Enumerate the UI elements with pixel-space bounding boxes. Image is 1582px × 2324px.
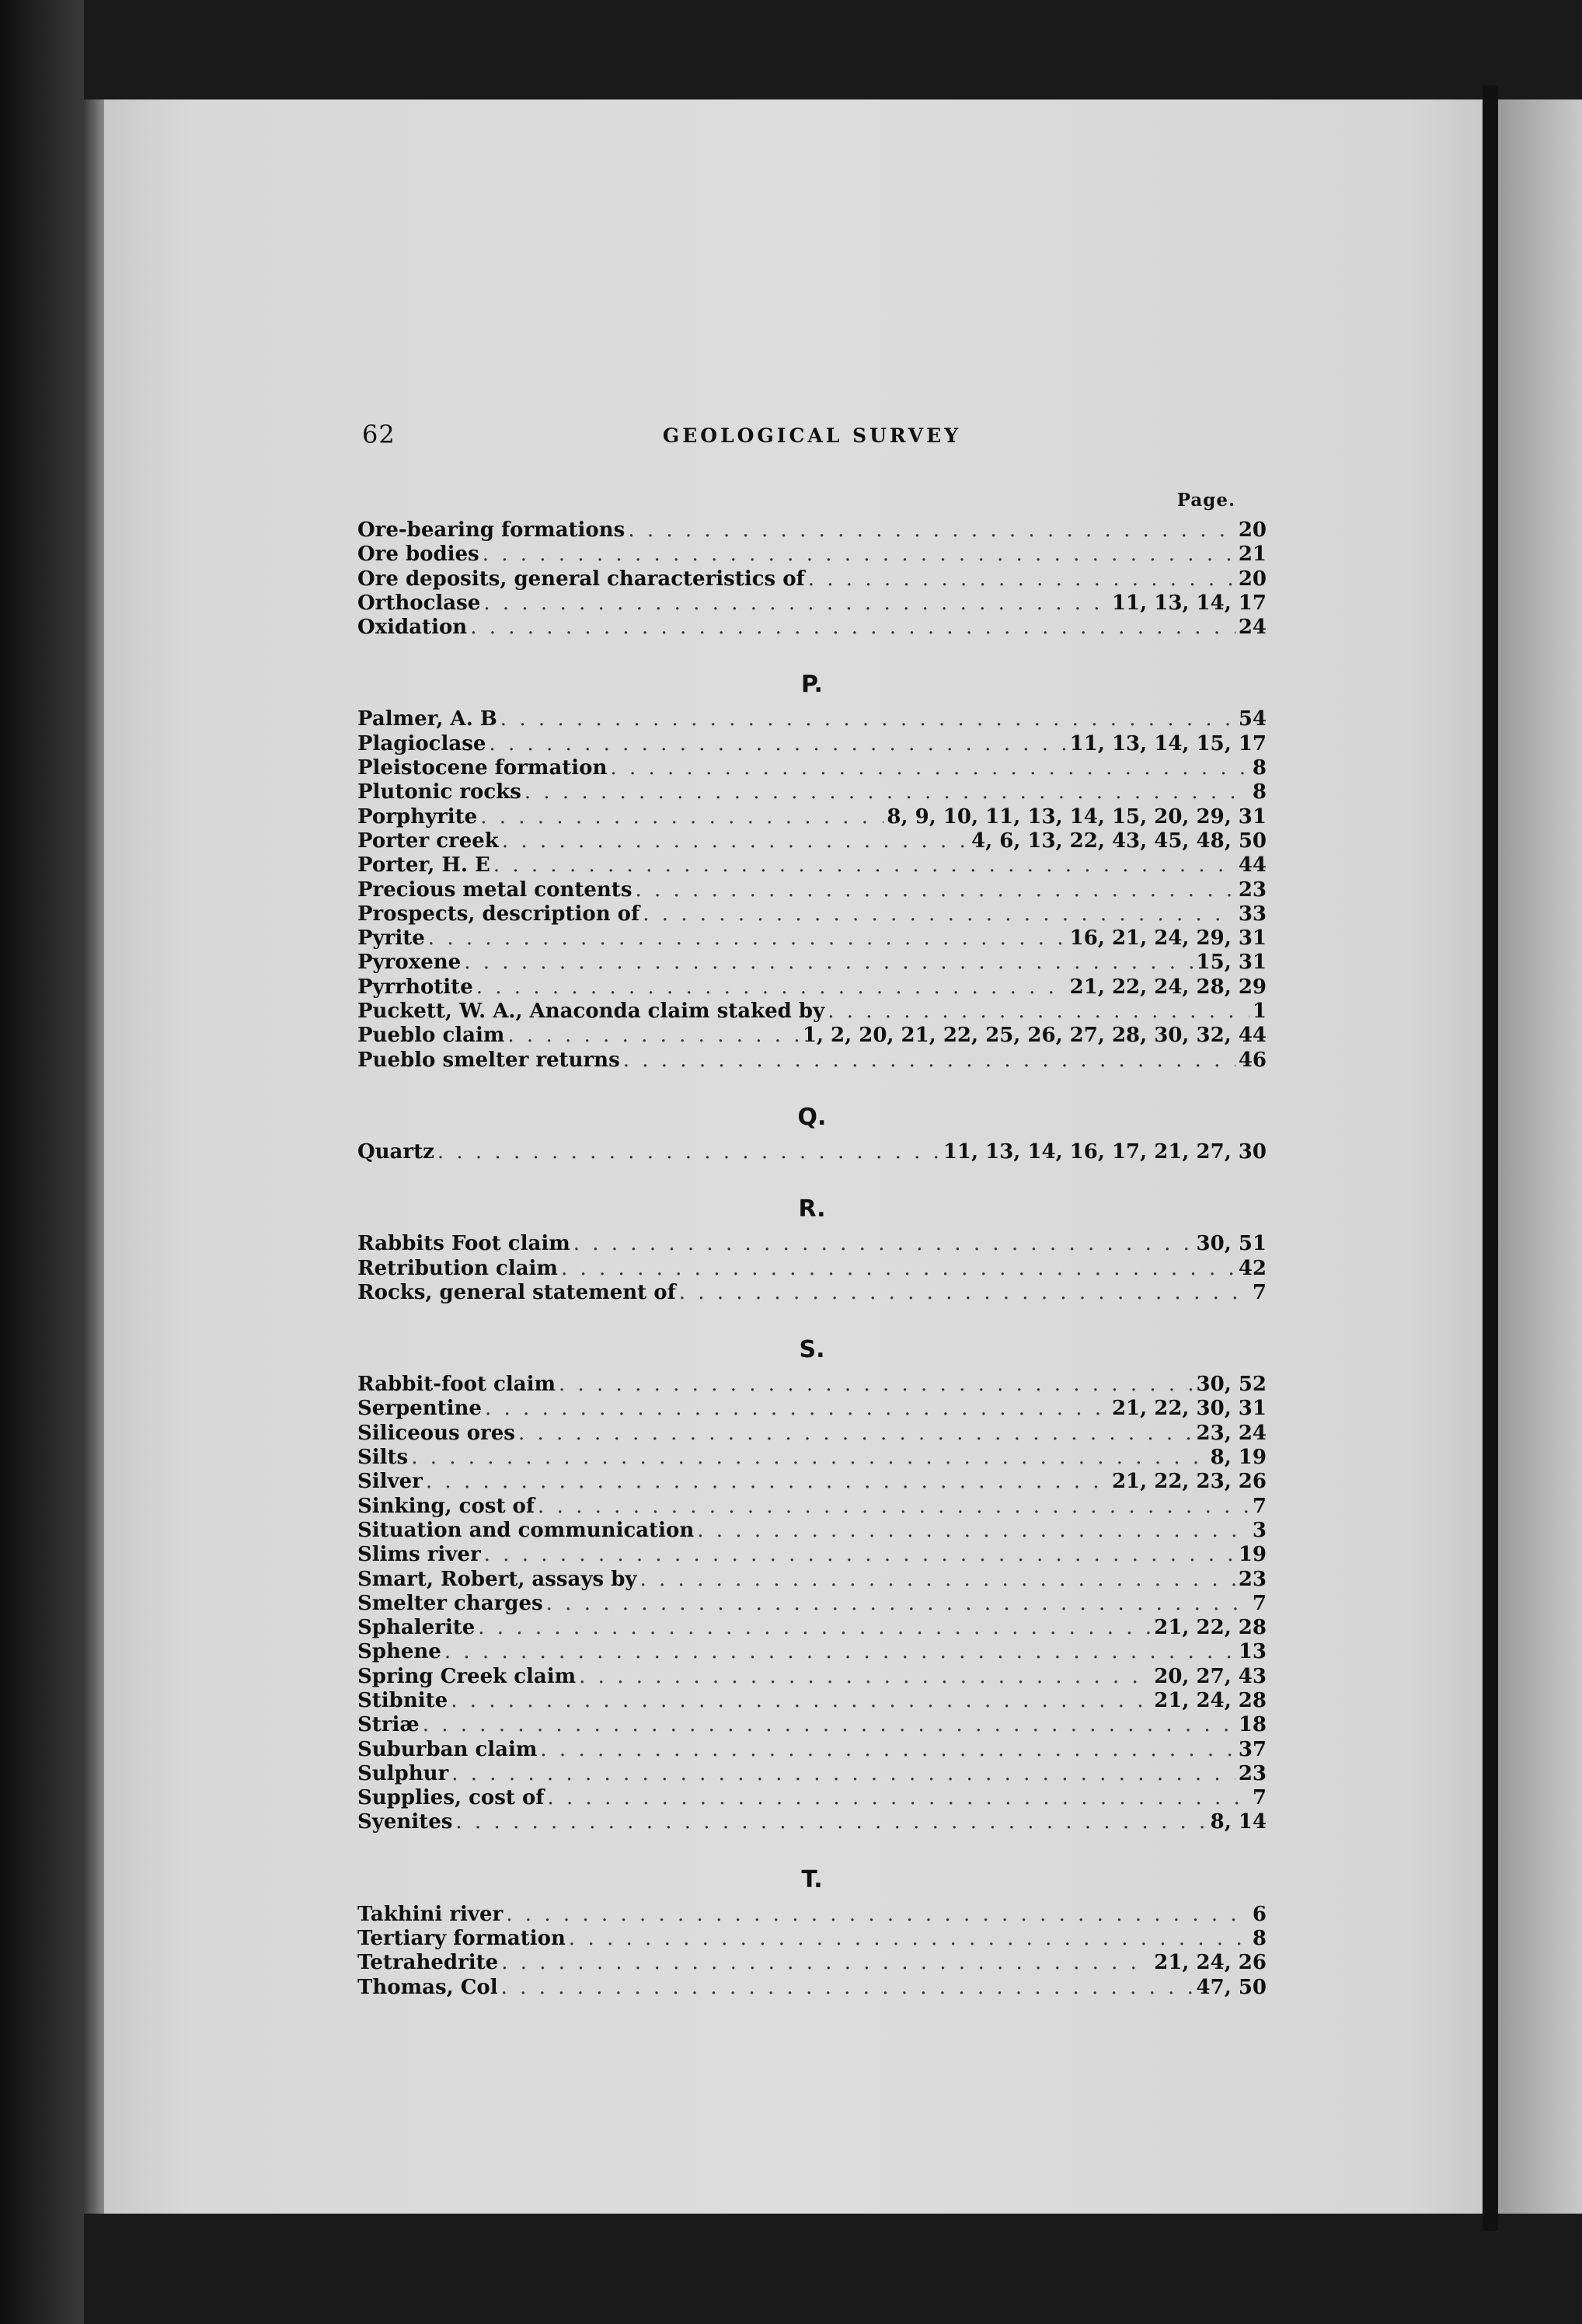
index-pages: 11, 13, 14, 17 [1111, 591, 1267, 615]
index-pages: 21, 22, 24, 28, 29 [1069, 975, 1267, 999]
index-pages: 8 [1252, 780, 1267, 804]
dot-leader [579, 1665, 1151, 1689]
index-pages: 21, 24, 26 [1154, 1951, 1267, 1975]
dot-leader [480, 805, 883, 829]
dot-leader [538, 1495, 1249, 1519]
index-pages: 23 [1238, 1567, 1267, 1591]
index-entry [357, 1049, 1267, 1073]
dot-leader [610, 756, 1249, 780]
dot-leader [628, 518, 1235, 543]
index-pages: 1, 2, 20, 21, 22, 25, 26, 27, 28, 30, 32, 44 [802, 1024, 1267, 1048]
index-term: Tetrahedrite [357, 1951, 499, 1975]
index-term: Palmer, A. B [357, 707, 497, 731]
index-entry [357, 1927, 1267, 1951]
index-term: Takhini river [357, 1902, 504, 1926]
index-entry [357, 707, 1267, 731]
index-pages: 47, 50 [1196, 1975, 1267, 1999]
index-term: Orthoclase [357, 591, 481, 615]
index-entry [357, 1543, 1267, 1567]
index-term: Sphalerite [357, 1616, 476, 1640]
index-pages: 1 [1252, 1000, 1267, 1024]
index-entry [357, 1762, 1267, 1786]
index-entry [357, 591, 1267, 616]
index-pages: 21, 22, 28 [1154, 1616, 1267, 1640]
dot-leader [470, 616, 1235, 640]
index-entry [357, 1616, 1267, 1640]
index-term: Stibnite [357, 1688, 448, 1712]
page-column-label: Page. [1176, 490, 1235, 511]
index-entry [357, 1568, 1267, 1592]
index-entry [357, 1689, 1267, 1713]
index-pages: 16, 21, 24, 29, 31 [1069, 926, 1267, 951]
index-entry [357, 756, 1267, 780]
running-head [357, 420, 1267, 459]
dot-leader [828, 1000, 1249, 1024]
index-pages: 20, 27, 43 [1154, 1664, 1267, 1688]
index-section [357, 1104, 1267, 1175]
index-pages: 23, 24 [1196, 1421, 1267, 1445]
index-entry [357, 567, 1267, 591]
dot-leader [485, 1397, 1109, 1421]
index-term: Pueblo claim [357, 1024, 505, 1048]
index-term: Situation and communication [357, 1518, 695, 1542]
index-content [357, 420, 1267, 2000]
index-term: Porphyrite [357, 804, 478, 829]
index-pages: 54 [1238, 707, 1267, 731]
dot-leader [808, 567, 1235, 591]
section-letter: P. [801, 671, 823, 699]
index-term: Tertiary formation [357, 1927, 566, 1951]
index-term: Slims river [357, 1543, 481, 1567]
index-section [357, 1195, 1267, 1316]
index-section [357, 1866, 1267, 2000]
page-number: 62 [362, 420, 396, 449]
index-entry [357, 1422, 1267, 1446]
index-term: Rocks, general statement of [357, 1280, 676, 1304]
dot-leader [643, 902, 1235, 926]
index-pages: 11, 13, 14, 15, 17 [1069, 731, 1267, 755]
section-gap [357, 1835, 1267, 1846]
index-pages: 21, 24, 28 [1154, 1688, 1267, 1712]
index-entry [357, 878, 1267, 902]
dot-leader [476, 975, 1067, 1000]
index-pages: 42 [1238, 1256, 1267, 1280]
index-pages: 11, 13, 14, 16, 17, 21, 27, 30 [943, 1139, 1267, 1164]
index-entry [357, 902, 1267, 926]
index-term: Smart, Robert, assays by [357, 1567, 637, 1591]
index-entry [357, 1397, 1267, 1421]
index-entry [357, 1665, 1267, 1689]
index-term: Porter creek [357, 829, 499, 853]
dot-leader [455, 1810, 1207, 1834]
index-term: Smelter charges [357, 1591, 543, 1615]
dot-leader [547, 1786, 1249, 1810]
dot-leader [484, 1543, 1235, 1567]
index-term: Rabbit-foot claim [357, 1373, 556, 1397]
index-term: Plutonic rocks [357, 780, 521, 804]
dot-leader [500, 707, 1235, 731]
index-term: Precious metal contents [357, 878, 632, 902]
index-entry [357, 951, 1267, 975]
index-pages: 7 [1252, 1280, 1267, 1304]
index-entry [357, 732, 1267, 756]
index-entry [357, 1519, 1267, 1543]
section-gap [357, 1305, 1267, 1316]
index-term: Ore deposits, general characteristics of [357, 567, 805, 591]
index-term: Retribution claim [357, 1256, 558, 1280]
index-term: Silts [357, 1446, 409, 1470]
dot-leader [451, 1689, 1151, 1713]
dot-leader [623, 1049, 1235, 1073]
index-pages: 6 [1252, 1902, 1267, 1926]
index-term: Sinking, cost of [357, 1494, 535, 1518]
index-entry [357, 1024, 1267, 1048]
dot-leader [489, 732, 1066, 756]
index-pages: 8, 9, 10, 11, 13, 14, 15, 20, 29, 31 [887, 804, 1267, 829]
index-entry [357, 616, 1267, 640]
index-pages: 8, 19 [1210, 1446, 1267, 1470]
dot-leader [501, 1976, 1193, 2000]
index-pages: 21, 22, 23, 26 [1111, 1470, 1267, 1494]
dot-leader [507, 1024, 799, 1048]
section-gap [357, 1164, 1267, 1175]
index-entry [357, 1738, 1267, 1762]
index-term: Oxidation [357, 616, 468, 640]
dot-leader [546, 1592, 1249, 1616]
index-entry [357, 853, 1267, 878]
dot-leader [569, 1927, 1249, 1951]
index-pages: 20 [1238, 518, 1267, 542]
dot-leader [428, 926, 1067, 951]
index-pages: 23 [1238, 878, 1267, 902]
index-pages: 8, 14 [1210, 1810, 1267, 1834]
index-pages: 46 [1238, 1048, 1267, 1072]
dot-leader [561, 1257, 1235, 1281]
index-entry [357, 829, 1267, 853]
dot-leader [423, 1713, 1235, 1737]
index-term: Supplies, cost of [357, 1786, 545, 1810]
index-entry [357, 1640, 1267, 1664]
index-entry [357, 1140, 1267, 1164]
index-pages: 24 [1238, 616, 1267, 640]
index-entry [357, 1470, 1267, 1494]
section-letter: Q. [797, 1103, 827, 1131]
dot-leader [540, 1738, 1235, 1762]
index-pages: 44 [1238, 853, 1267, 878]
index-pages: 30, 51 [1196, 1232, 1267, 1256]
index-term: Plagioclase [357, 731, 486, 755]
index-entry [357, 926, 1267, 951]
dot-leader [573, 1232, 1193, 1256]
index-term: Silver [357, 1470, 423, 1494]
dot-leader [483, 543, 1235, 567]
dot-leader [426, 1470, 1109, 1494]
index-pages: 37 [1238, 1737, 1267, 1761]
book-spine [84, 99, 104, 2214]
index-pages: 8 [1252, 1927, 1267, 1951]
index-pages: 13 [1238, 1640, 1267, 1664]
index-entry [357, 1810, 1267, 1834]
dot-leader [464, 951, 1193, 975]
index-term: Sphene [357, 1640, 441, 1664]
index-term: Siliceous ores [357, 1421, 515, 1445]
dot-leader [506, 1903, 1249, 1927]
index-entry [357, 1786, 1267, 1810]
index-term: Pueblo smelter returns [357, 1048, 620, 1072]
index-section [357, 518, 1267, 651]
index-term: Spring Creek claim [357, 1664, 577, 1688]
index-entry [357, 518, 1267, 543]
index-pages: 21, 22, 30, 31 [1111, 1397, 1267, 1421]
index-pages: 21 [1238, 543, 1267, 567]
index-entry [357, 1903, 1267, 1927]
dot-leader [478, 1616, 1151, 1640]
dot-leader [518, 1422, 1193, 1446]
index-entry [357, 1281, 1267, 1305]
dot-leader [502, 829, 968, 853]
index-term: Serpentine [357, 1397, 482, 1421]
index-entry [357, 780, 1267, 804]
index-entry [357, 1232, 1267, 1256]
index-entry [357, 1951, 1267, 1975]
dot-leader [501, 1951, 1151, 1975]
index-entry [357, 1713, 1267, 1737]
scan-border-left [0, 0, 84, 2324]
dot-leader [635, 878, 1235, 902]
index-term: Porter, H. E [357, 853, 490, 878]
index-pages: 30, 52 [1196, 1373, 1267, 1397]
index-pages: 8 [1252, 756, 1267, 780]
index-entry [357, 1257, 1267, 1281]
index-term: Striæ [357, 1713, 420, 1737]
index-term: Ore bodies [357, 543, 479, 567]
section-letter: S. [799, 1336, 825, 1364]
index-pages: 7 [1252, 1786, 1267, 1810]
index-term: Syenites [357, 1810, 453, 1834]
index-term: Suburban claim [357, 1737, 538, 1761]
index-term: Pyrite [357, 926, 425, 951]
dot-leader [679, 1281, 1249, 1305]
index-term: Pleistocene formation [357, 756, 608, 780]
facing-page-edge [1498, 99, 1582, 2214]
running-title: GEOLOGICAL SURVEY [662, 424, 962, 447]
index-pages: 33 [1238, 902, 1267, 926]
index-pages: 4, 6, 13, 22, 43, 45, 48, 50 [971, 829, 1267, 853]
dot-leader [437, 1140, 940, 1164]
section-letter: R. [798, 1195, 826, 1223]
index-term: Rabbits Foot claim [357, 1232, 570, 1256]
index-section [357, 1336, 1267, 1846]
index-term: Ore-bearing formations [357, 518, 625, 542]
index-term: Sulphur [357, 1761, 449, 1785]
dot-leader [444, 1640, 1235, 1664]
index-entry [357, 805, 1267, 829]
index-pages: 23 [1238, 1761, 1267, 1785]
index-term: Pyrrhotite [357, 975, 473, 999]
dot-leader [639, 1568, 1235, 1592]
index-pages: 15, 31 [1196, 951, 1267, 975]
index-body [357, 518, 1267, 2000]
dot-leader [524, 780, 1249, 804]
index-entry [357, 1495, 1267, 1519]
index-section [357, 671, 1267, 1083]
index-entry [357, 1373, 1267, 1397]
index-term: Pyroxene [357, 951, 462, 975]
section-gap [357, 640, 1267, 651]
index-entry [357, 1000, 1267, 1024]
index-pages: 18 [1238, 1713, 1267, 1737]
index-pages: 19 [1238, 1543, 1267, 1567]
index-entry [357, 543, 1267, 567]
index-pages: 7 [1252, 1494, 1267, 1518]
index-term: Quartz [357, 1139, 434, 1164]
dot-leader [411, 1446, 1207, 1470]
index-term: Puckett, W. A., Anaconda claim staked by [357, 1000, 825, 1024]
index-entry [357, 975, 1267, 1000]
index-term: Thomas, Col [357, 1975, 498, 1999]
page-gutter [1483, 85, 1498, 2231]
index-entry [357, 1592, 1267, 1616]
index-pages: 3 [1252, 1518, 1267, 1542]
index-pages: 20 [1238, 567, 1267, 591]
index-entry [357, 1446, 1267, 1470]
index-entry [357, 1976, 1267, 2000]
index-term: Prospects, description of [357, 902, 640, 926]
dot-leader [697, 1519, 1249, 1543]
section-gap [357, 1073, 1267, 1083]
dot-leader [559, 1373, 1193, 1397]
dot-leader [451, 1762, 1235, 1786]
section-letter: T. [801, 1865, 823, 1893]
index-pages: 7 [1252, 1591, 1267, 1615]
dot-leader [493, 853, 1235, 878]
dot-leader [483, 591, 1109, 616]
